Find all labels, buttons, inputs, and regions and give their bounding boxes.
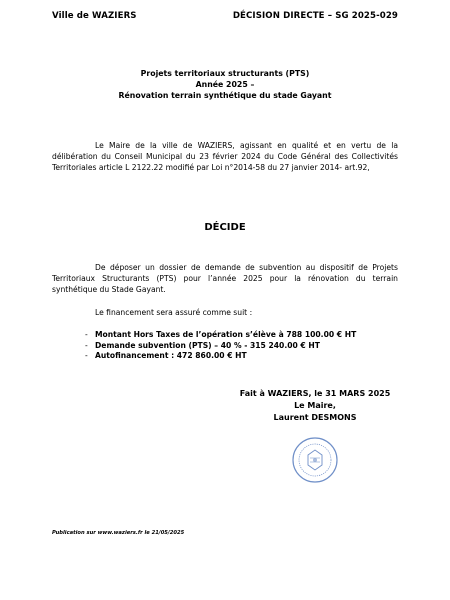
municipal-seal-icon xyxy=(290,435,340,485)
financing-item-subsidy: - Demande subvention (PTS) – 40 % - 315 240.00 € HT xyxy=(85,340,320,350)
signature-role: Le Maire, xyxy=(294,401,336,410)
bullet-dash: - xyxy=(85,340,88,350)
publication-footer: Publication sur www.waziers.fr le 21/05/2025 xyxy=(52,530,185,536)
title-line-1: Projets territoriaux structurants (PTS) xyxy=(140,69,310,78)
decision-reference: DÉCISION DIRECTE – SG 2025-029 xyxy=(232,11,398,21)
decide-heading: DÉCIDE xyxy=(204,222,246,233)
intro-paragraph xyxy=(52,140,398,174)
financing-list xyxy=(85,330,357,362)
signature-name: Laurent DESMONS xyxy=(273,413,357,422)
town-name: Ville de WAZIERS xyxy=(52,11,137,21)
title-line-2: Année 2025 – xyxy=(195,80,255,89)
bullet-dash: - xyxy=(85,330,88,339)
financing-item-total: - Montant Hors Taxes de l’opération s’élève à 788 100.00 € HT xyxy=(85,330,357,339)
bullet-dash: - xyxy=(85,351,88,360)
financing-item-self-funding: - Autofinancement : 472 860.00 € HT xyxy=(85,351,247,360)
decision-text: De déposer un dossier de demande de subvention au dispositif de Projets Territoriaux Structurants (PTS) pour l’année 2025 pour la rénovation du terrain synthétique du Stade Gayant. xyxy=(52,263,398,295)
financing-intro: Le financement sera assuré comme suit : xyxy=(95,308,253,317)
signature-place-date: Fait à WAZIERS, le 31 MARS 2025 xyxy=(239,389,391,398)
decision-paragraph xyxy=(52,262,398,296)
intro-text: Le Maire de la ville de WAZIERS, agissant en qualité et en vertu de la délibération du Conseil Municipal du 23 février 2024 du Code Général des Collectivités Territoriales article L 2122.22 modifié par Loi n°2014-58 du 27 janvier 2014- art.92, xyxy=(52,141,398,173)
title-line-3: Rénovation terrain synthétique du stade Gayant xyxy=(118,91,332,100)
